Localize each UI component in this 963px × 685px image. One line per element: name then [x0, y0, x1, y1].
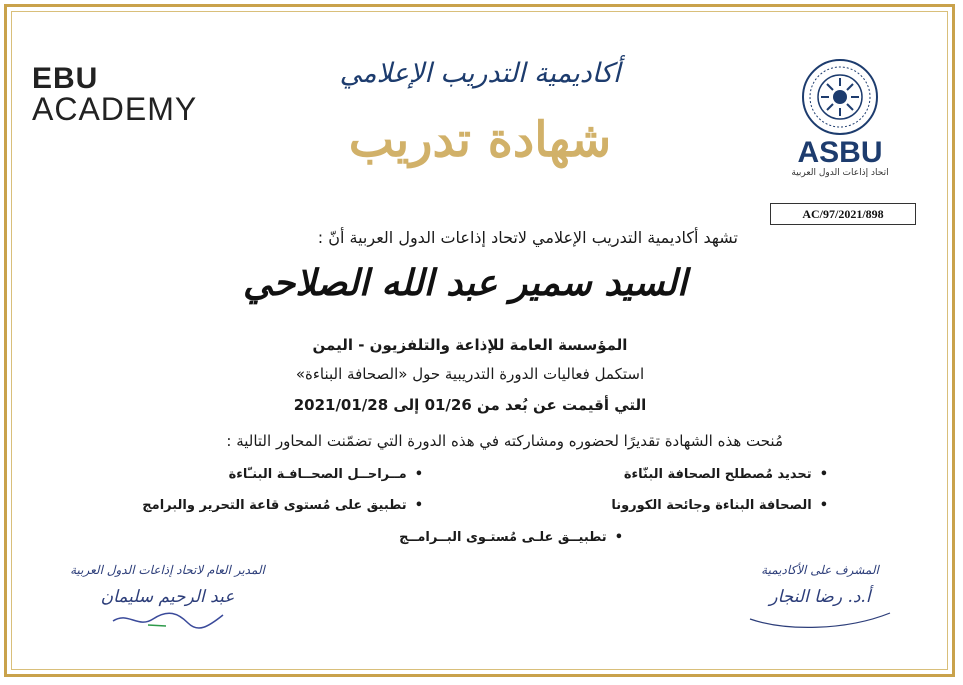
signature-right-caption: المشرف على الأكاديمية: [761, 563, 879, 577]
axis-item: [611, 498, 828, 513]
course-text: استكمل فعاليات الدورة التدريبية حول «الصحافة البناءة»: [295, 365, 645, 383]
axis-label: تحديد مُصطلح الصحافة البنّاءة: [623, 467, 812, 482]
ebu-logo-bottom: ACADEMY: [32, 91, 198, 127]
bullet: •: [819, 498, 828, 513]
asbu-logo: [772, 58, 908, 179]
axis-item: [624, 467, 828, 482]
axis-label: الصحافة البناءة وجائحة الكورونا: [611, 498, 812, 513]
certificate-title: شهادة تدريب: [348, 112, 612, 168]
bullet: •: [414, 498, 423, 513]
axis-label: مــراحــل الصحــافـة البنـّاءة: [228, 467, 407, 482]
signature-left-caption: المدير العام لاتحاد إذاعات الدول العربية: [70, 563, 265, 577]
organization: المؤسسة العامة للإذاعة والتلفزيون - اليمن: [312, 336, 628, 354]
signature-left: [60, 563, 275, 631]
dates-text: التي أقيمت عن بُعد من 01/26 إلى 2021/01/28: [293, 396, 647, 414]
signature-right: [720, 563, 920, 631]
axis-label: تطبيق على مُستوى قاعة التحرير والبرامج: [142, 498, 407, 513]
axis-item: [142, 498, 423, 513]
reference-number: AC/97/2021/898: [770, 203, 916, 225]
signature-left-name: عبد الرحيم سليمان: [100, 587, 235, 607]
bullet: •: [414, 467, 423, 482]
academy-title: أكاديمية التدريب الإعلامي: [339, 58, 621, 89]
recipient-name: السيد سمير عبد الله الصلاحي: [242, 262, 688, 304]
signature-scribble-icon: [108, 609, 228, 631]
asbu-subtitle: اتحاد إذاعات الدول العربية: [791, 168, 889, 178]
intro-text: تشهد أكاديمية التدريب الإعلامي لاتحاد إذاعات الدول العربية أنّ :: [317, 228, 738, 247]
bullet: •: [614, 530, 623, 545]
signature-right-name: أ.د. رضا النجار: [769, 587, 871, 607]
bullet: •: [819, 467, 828, 482]
axis-label: تطبيــق علـى مُستـوى البــرامــج: [399, 530, 607, 545]
asbu-emblem-icon: [801, 58, 879, 136]
axis-item: [229, 467, 423, 482]
axis-item: [399, 530, 623, 545]
asbu-name: ASBU: [797, 136, 883, 169]
ebu-logo-top: EBU: [32, 62, 99, 95]
ebu-academy-logo: [32, 62, 222, 127]
awarded-text: مُنحت هذه الشهادة تقديرًا لحضوره ومشاركته في هذه الدورة التي تضمّنت المحاور التالية :: [226, 432, 783, 450]
signature-flourish-icon: [745, 609, 895, 631]
